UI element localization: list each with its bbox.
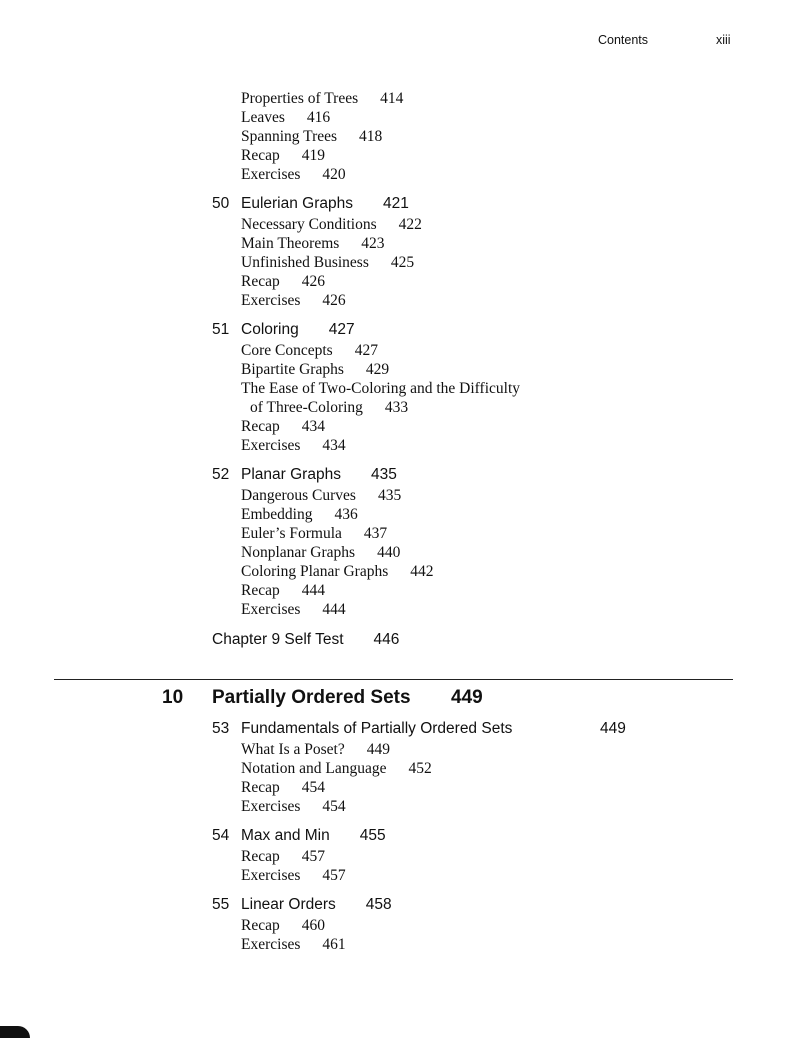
entry-title: Recap bbox=[241, 848, 280, 865]
toc-entry[interactable] bbox=[212, 847, 732, 866]
section-title: Linear Orders bbox=[241, 896, 336, 913]
self-test-title: Chapter 9 Self Test bbox=[212, 631, 344, 648]
section-page: 427 bbox=[328, 321, 355, 338]
entry-title: Recap bbox=[241, 147, 280, 164]
entry-page: 444 bbox=[322, 601, 346, 618]
entry-title: Necessary Conditions bbox=[241, 216, 377, 233]
toc-entry[interactable] bbox=[212, 740, 732, 759]
toc-entry[interactable] bbox=[212, 417, 732, 436]
entry-page: 418 bbox=[359, 128, 383, 145]
toc-section-53[interactable] bbox=[212, 718, 732, 740]
entry-page: 426 bbox=[322, 292, 346, 309]
entry-page: 460 bbox=[301, 917, 325, 934]
section-number: 53 bbox=[212, 720, 230, 737]
toc-entry[interactable] bbox=[212, 524, 732, 543]
entry-page: 429 bbox=[365, 361, 390, 378]
entry-title: Exercises bbox=[241, 936, 301, 953]
entry-page: 454 bbox=[301, 779, 325, 796]
entry-title: Exercises bbox=[241, 798, 301, 815]
section-number: 50 bbox=[212, 195, 230, 212]
entry-title: Exercises bbox=[241, 601, 301, 618]
entry-page: 449 bbox=[366, 741, 390, 758]
toc-entry[interactable] bbox=[212, 866, 732, 885]
toc-entry[interactable] bbox=[212, 89, 732, 108]
toc-entry[interactable] bbox=[212, 146, 732, 165]
section-number: 54 bbox=[212, 827, 230, 844]
entry-page: 420 bbox=[322, 166, 346, 183]
toc-entry[interactable] bbox=[212, 916, 732, 935]
toc-entry[interactable] bbox=[212, 759, 732, 778]
toc-entry[interactable] bbox=[212, 360, 732, 379]
entry-title: Euler’s Formula bbox=[241, 525, 342, 542]
toc-section-50[interactable] bbox=[212, 193, 732, 215]
entry-title: Properties of Trees bbox=[241, 90, 359, 107]
toc-entry[interactable] bbox=[212, 600, 732, 619]
entry-title: Coloring Planar Graphs bbox=[241, 563, 389, 580]
entry-page: 452 bbox=[408, 760, 432, 777]
section-page: 458 bbox=[365, 896, 392, 913]
toc-entry[interactable] bbox=[212, 234, 732, 253]
toc-section-54[interactable] bbox=[212, 825, 732, 847]
section-title: Planar Graphs bbox=[241, 466, 341, 483]
entry-title: What Is a Poset? bbox=[241, 741, 345, 758]
running-header-page-number: xiii bbox=[716, 33, 731, 47]
toc-column-chapter9 bbox=[212, 89, 732, 651]
entry-title: Recap bbox=[241, 582, 280, 599]
toc-section-51[interactable] bbox=[212, 319, 732, 341]
entry-page: 427 bbox=[354, 342, 378, 359]
toc-entry[interactable] bbox=[212, 797, 732, 816]
toc-entry[interactable] bbox=[212, 291, 732, 310]
section-number: 52 bbox=[212, 466, 230, 483]
entry-title: Main Theorems bbox=[241, 235, 340, 252]
toc-entry[interactable] bbox=[212, 253, 732, 272]
scan-edge-shadow bbox=[0, 1026, 30, 1038]
section-title: Coloring bbox=[241, 321, 299, 338]
toc-entry[interactable] bbox=[212, 272, 732, 291]
entry-title: Embedding bbox=[241, 506, 313, 523]
entry-title: Bipartite Graphs bbox=[241, 361, 344, 378]
section-title: Max and Min bbox=[241, 827, 330, 844]
entry-title: Exercises bbox=[241, 867, 301, 884]
section-page: 449 bbox=[600, 720, 626, 737]
section-page: 435 bbox=[370, 466, 397, 483]
entry-title: Exercises bbox=[241, 292, 301, 309]
entry-page: 457 bbox=[301, 848, 325, 865]
entry-page: 440 bbox=[377, 544, 401, 561]
entry-page: 434 bbox=[301, 418, 325, 435]
entry-title: Recap bbox=[241, 779, 280, 796]
entry-page: 442 bbox=[410, 563, 434, 580]
chapter-title[interactable]: Partially Ordered Sets bbox=[212, 687, 411, 708]
entry-title: Unfinished Business bbox=[241, 254, 369, 271]
toc-entry[interactable] bbox=[212, 127, 732, 146]
entry-title: Recap bbox=[241, 418, 280, 435]
entry-page: 423 bbox=[361, 235, 385, 252]
entry-page: 454 bbox=[322, 798, 346, 815]
toc-entry[interactable] bbox=[212, 379, 732, 398]
entry-page: 435 bbox=[377, 487, 402, 504]
entry-page: 416 bbox=[306, 109, 331, 126]
section-number: 51 bbox=[212, 321, 230, 338]
self-test-page: 446 bbox=[373, 631, 400, 648]
running-header-section: Contents bbox=[598, 33, 649, 47]
chapter-page: 449 bbox=[451, 687, 483, 708]
section-number: 55 bbox=[212, 896, 230, 913]
entry-page: 461 bbox=[322, 936, 346, 953]
entry-title: Leaves bbox=[241, 109, 285, 126]
section-title: Eulerian Graphs bbox=[241, 195, 354, 212]
entry-title: Notation and Language bbox=[241, 760, 387, 777]
entry-title: Core Concepts bbox=[241, 342, 333, 359]
toc-entry[interactable] bbox=[212, 505, 732, 524]
entry-page: 433 bbox=[384, 399, 409, 416]
entry-page: 457 bbox=[322, 867, 346, 884]
entry-page: 434 bbox=[322, 437, 346, 454]
toc-entry[interactable] bbox=[212, 341, 732, 360]
entry-title: Dangerous Curves bbox=[241, 487, 356, 504]
entry-title: of Three-Coloring bbox=[250, 399, 363, 416]
toc-section-52[interactable] bbox=[212, 464, 732, 486]
toc-entry[interactable] bbox=[212, 581, 732, 600]
section-page: 455 bbox=[359, 827, 386, 844]
toc-entry-continuation[interactable] bbox=[212, 398, 732, 417]
entry-title: Exercises bbox=[241, 437, 301, 454]
entry-page: 414 bbox=[380, 90, 404, 107]
toc-entry[interactable] bbox=[212, 215, 732, 234]
toc-entry[interactable] bbox=[212, 778, 732, 797]
section-title: Fundamentals of Partially Ordered Sets bbox=[241, 720, 513, 737]
entry-title: Exercises bbox=[241, 166, 301, 183]
entry-page: 422 bbox=[398, 216, 422, 233]
entry-title: The Ease of Two-Coloring and the Difficulty bbox=[241, 380, 520, 397]
entry-title: Spanning Trees bbox=[241, 128, 338, 145]
toc-entry[interactable] bbox=[212, 562, 732, 581]
entry-page: 436 bbox=[334, 506, 358, 523]
toc-entry[interactable] bbox=[212, 165, 732, 184]
entry-page: 425 bbox=[390, 254, 415, 271]
entry-page: 419 bbox=[301, 147, 325, 164]
toc-entry[interactable] bbox=[212, 436, 732, 455]
toc-column-chapter10 bbox=[212, 709, 732, 954]
toc-section-55[interactable] bbox=[212, 894, 732, 916]
entry-title: Nonplanar Graphs bbox=[241, 544, 356, 561]
toc-entry[interactable] bbox=[212, 486, 732, 505]
chapter-number: 10 bbox=[162, 687, 184, 708]
entry-page: 437 bbox=[363, 525, 388, 542]
toc-entry[interactable] bbox=[212, 543, 732, 562]
entry-page: 426 bbox=[301, 273, 325, 290]
toc-entry[interactable] bbox=[212, 108, 732, 127]
toc-self-test[interactable] bbox=[212, 629, 732, 651]
section-page: 421 bbox=[383, 195, 409, 212]
entry-title: Recap bbox=[241, 917, 280, 934]
entry-title: Recap bbox=[241, 273, 280, 290]
entry-page: 444 bbox=[301, 582, 325, 599]
toc-entry[interactable] bbox=[212, 935, 732, 954]
chapter-divider bbox=[54, 679, 733, 680]
